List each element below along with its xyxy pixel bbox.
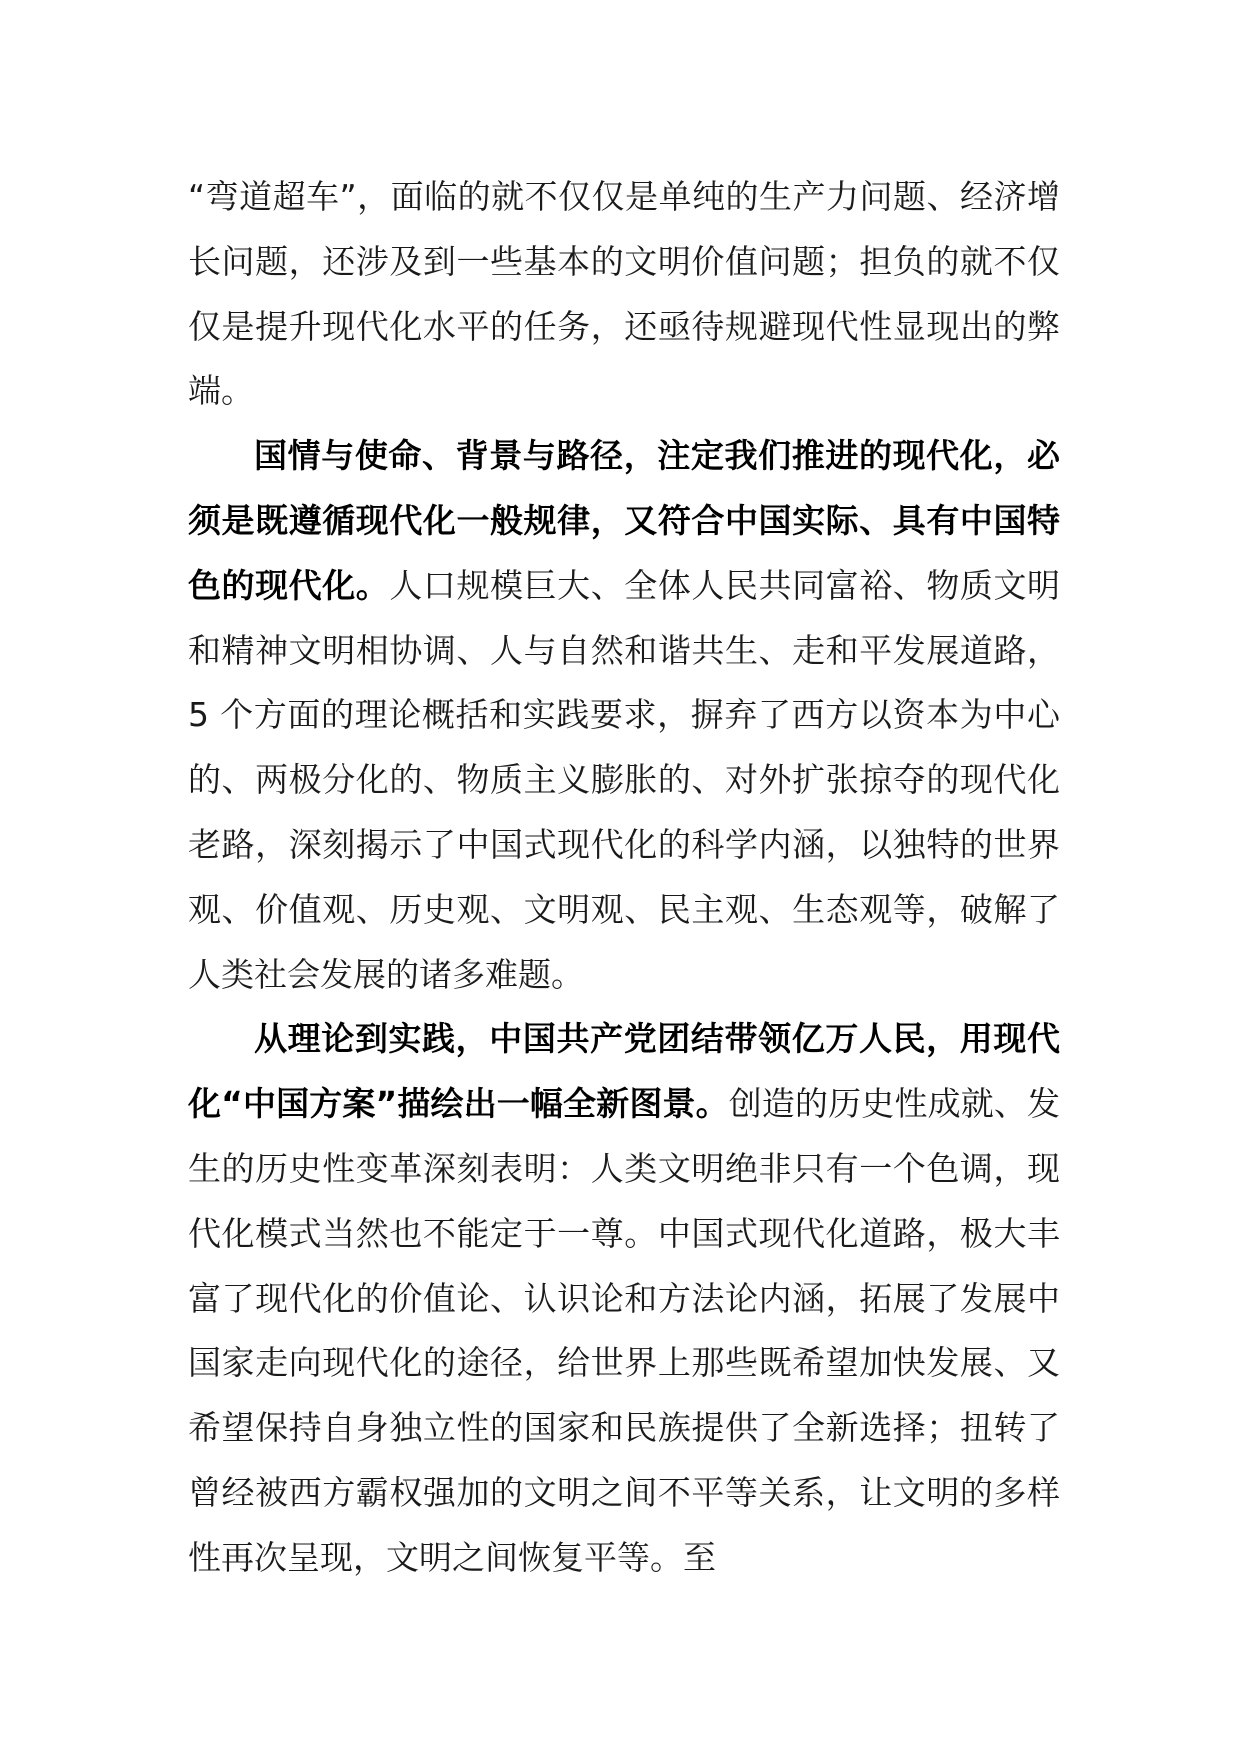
paragraph-modernization-path — [188, 424, 1060, 1007]
paragraph-lead: 从理论到实践，中国共产党团结带领亿万人民，用现代化“中国方案”描绘出一幅全新图景。 — [188, 1019, 1060, 1124]
paragraph-china-solution — [188, 1007, 1060, 1590]
body-text — [188, 165, 1060, 1591]
paragraph-text: “弯道超车”，面临的就不仅仅是单纯的生产力问题、经济增长问题，还涉及到一些基本的文明价值问题；担负的就不仅仅是提升现代化水平的任务，还亟待规避现代性显现出的弊端。 — [188, 177, 1060, 411]
paragraph-continuation — [188, 165, 1060, 424]
paragraph-lead: 国情与使命、背景与路径，注定我们推进的现代化，必须是既遵循现代化一般规律，又符合中国实际、具有中国特色的现代化。 — [188, 436, 1060, 605]
paragraph-text: 创造的历史性成就、发生的历史性变革深刻表明：人类文明绝非只有一个色调，现代化模式当然也不能定于一尊。中国式现代化道路，极大丰富了现代化的价值论、认识论和方法论内涵，拓展了发展中国家走向现代化的途径，给世界上那些既希望加快发展、又希望保持自身独立性的国家和民族提供了全新选择；扭转了曾经被西方霸权强加的文明之间不平等关系，让文明的多样性再次呈现，文明之间恢复平等。至 — [188, 1084, 1060, 1577]
paragraph-text: 人口规模巨大、全体人民共同富裕、物质文明和精神文明相协调、人与自然和谐共生、走和平发展道路，5 个方面的理论概括和实践要求，摒弃了西方以资本为中心的、两极分化的、物质主义膨胀的、对外扩张掠夺的现代化老路，深刻揭示了中国式现代化的科学内涵，以独特的世界观、价值观、历史观、文明观、民主观、生态观等，破解了人类社会发展的诸多难题。 — [188, 565, 1061, 994]
